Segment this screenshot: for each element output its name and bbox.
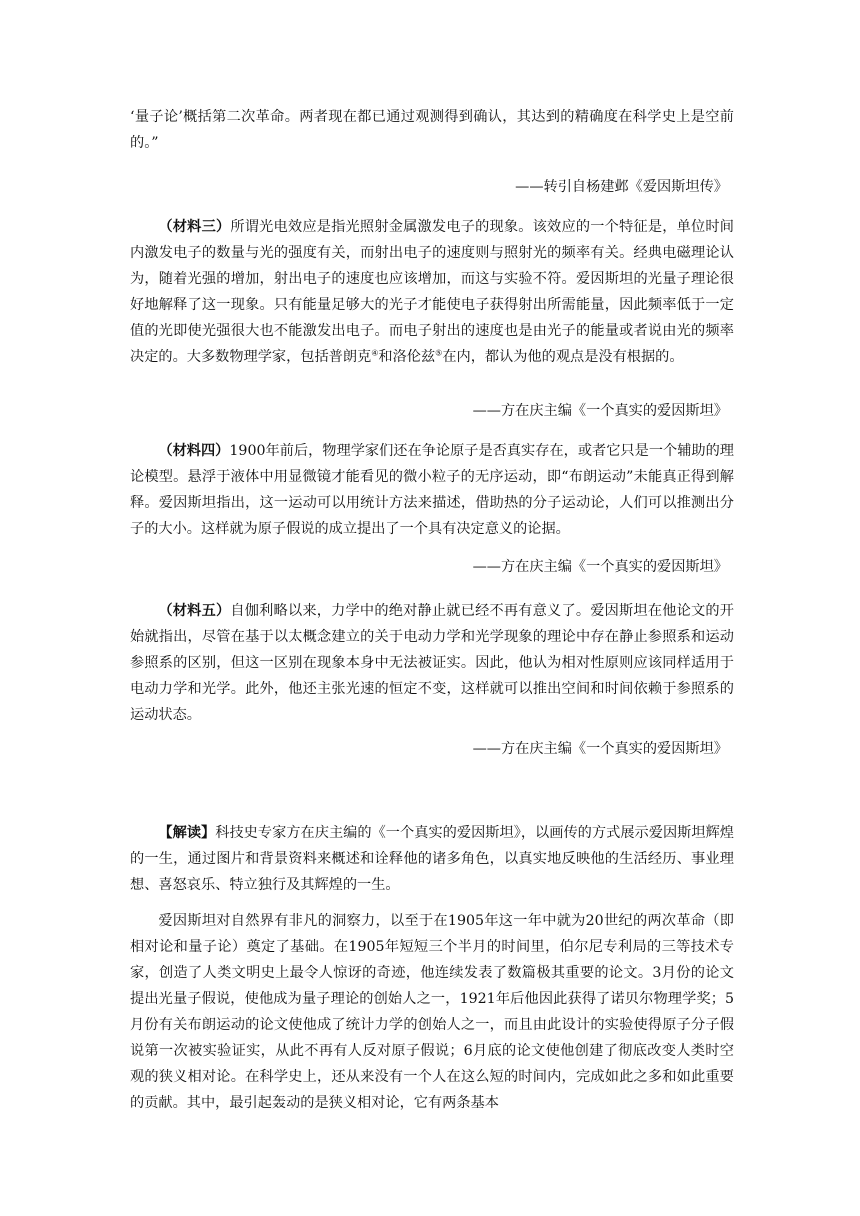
material3-paragraph <box>130 214 734 370</box>
interpretation-label: 【解读】 <box>158 825 216 841</box>
intro-source: ——转引自杨建邺《爱因斯坦传》 <box>515 179 728 195</box>
material3-source: ——方在庆主编《一个真实的爱因斯坦》 <box>472 403 728 419</box>
material4-text: 1900年前后，物理学家们还在争论原子是否真实存在，或者它只是一个辅助的理论模型。悬浮于液体中用显微镜才能看见的微小粒子的无序运动，即“布朗运动”未能真正得到解释。爱因斯坦指出，这一运动可以用统计方法来描述，借助热的分子运动论，人们可以推测出分子的大小。这样就为原子假说的成立提出了一个具有决定意义的论据。 <box>130 443 734 537</box>
interpretation-text: 科技史专家方在庆主编的《一个真实的爱因斯坦》，以画传的方式展示爱因斯坦辉煌的一生，通过图片和背景资料来概述和诠释他的诸多角色，以真实地反映他的生活经历、事业理想、喜怒哀乐、特立独行及其辉煌的一生。 <box>130 825 734 893</box>
material3-text-c: 在内，都认为他的观点是没有根据的。 <box>442 349 684 365</box>
material4-paragraph <box>130 438 734 542</box>
material5-text: 自伽利略以来，力学中的绝对静止就已经不再有意义了。爱因斯坦在他论文的开始就指出，尽管在基于以太概念建立的关于电动力学和光学现象的理论中存在静止参照系和运动参照系的区别，但这一区别在现象本身中无法被证实。因此，他认为相对性原则应该同样适用于电动力学和光学。此外，他还主张光速的恒定不变，这样就可以推出空间和时间依赖于参照系的运动状态。 <box>130 603 734 723</box>
material5-label: （材料五） <box>158 603 231 619</box>
material4-label: （材料四） <box>158 443 230 459</box>
footnote-4-mark: ④ <box>371 348 379 358</box>
material3-text-b: 和洛伦兹 <box>378 349 436 365</box>
interpretation-paragraph <box>130 820 734 898</box>
material5-source: ——方在庆主编《一个真实的爱因斯坦》 <box>472 741 728 757</box>
material3-text-a: 所谓光电效应是指光照射金属激发电子的现象。该效应的一个特征是，单位时间内激发电子的数量与光的强度有关，而射出电子的速度则与照射光的频率有关。经典电磁理论认为，随着光强的增加，射出电子的速度也应该增加，而这与实验不符。爱因斯坦的光量子理论很好地解释了这一现象。只有能量足够大的光子才能使电子获得射出所需能量，因此频率低于一定值的光即使光强很大也不能激发出电子。而电子射出的速度也是由光子的能量或者说由光的频率决定的。大多数物理学家，包括普朗克 <box>130 219 734 365</box>
material4-source: ——方在庆主编《一个真实的爱因斯坦》 <box>472 559 728 575</box>
material3-label: （材料三） <box>158 219 231 235</box>
material5-paragraph <box>130 598 734 728</box>
intro-paragraph: ‘量子论’概括第二次革命。两者现在都已通过观测得到确认，其达到的精确度在科学史上是空前的。” <box>130 109 734 151</box>
einstein-1905-paragraph: 爱因斯坦对自然界有非凡的洞察力，以至于在1905年这一年中就为20世纪的两次革命（即相对论和量子论）奠定了基础。在1905年短短三个半月的时间里，伯尔尼专利局的三等技术专家，创造了人类文明史上最令人惊讶的奇迹，他连续发表了数篇极其重要的论文。3月份的论文提出光量子假说，使他成为量子理论的创始人之一，1921年后他因此获得了诺贝尔物理学奖；5月份有关布朗运动的论文使他成了统计力学的创始人之一，而且由此设计的实验使得原子分子假说第一次被实验证实，从此不再有人反对原子假说；6月底的论文使他创建了彻底改变人类时空观的狭义相对论。在科学史上，还从来没有一个人在这么短的时间内，完成如此之多和如此重要的贡献。其中，最引起轰动的是狭义相对论，它有两条基本 <box>130 913 734 1111</box>
footnote-5-mark: ⑤ <box>435 348 443 358</box>
